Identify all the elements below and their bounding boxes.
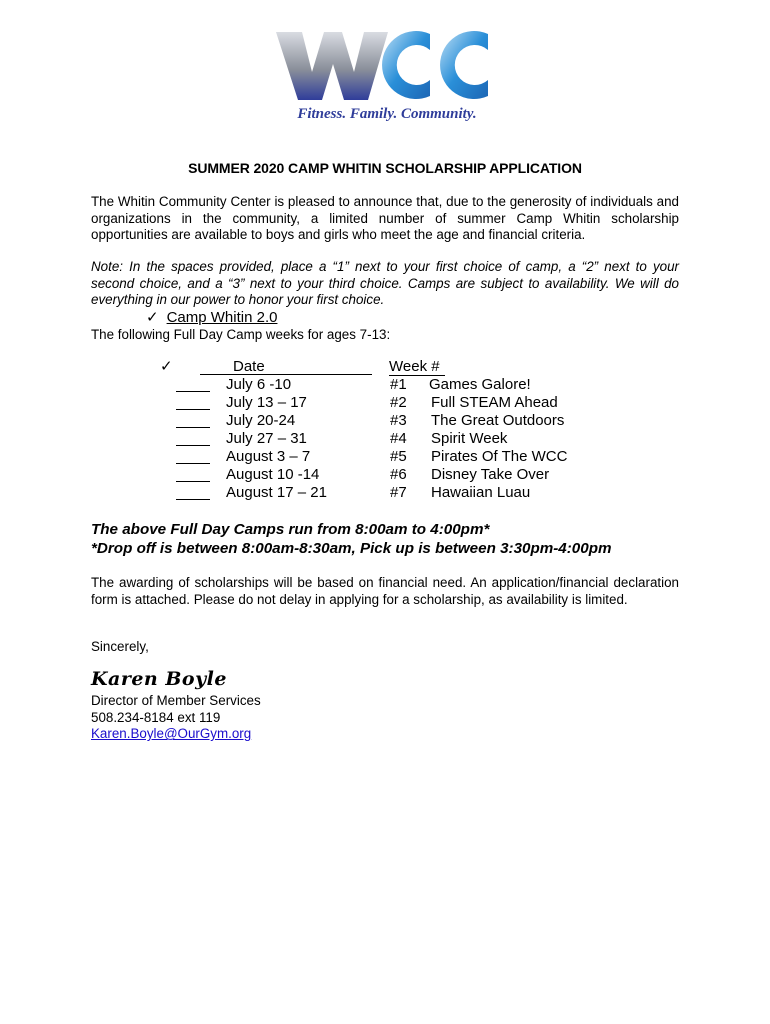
row-date: August 3 – 7	[226, 448, 311, 465]
camp-heading	[146, 308, 277, 326]
row-week: #1	[390, 376, 407, 393]
choice-blank[interactable]	[176, 391, 210, 392]
signer-title: Director of Member Services	[91, 693, 261, 708]
signature-block	[91, 693, 261, 743]
email-link[interactable]: Karen.Boyle@OurGym.org	[91, 726, 252, 742]
schedule-row	[160, 448, 620, 466]
row-theme: The Great Outdoors	[431, 412, 565, 429]
choice-blank[interactable]	[176, 463, 210, 464]
row-date: July 13 – 17	[226, 394, 307, 411]
check-icon: ✓	[160, 358, 173, 375]
row-date: July 6 -10	[226, 376, 292, 393]
row-theme: Full STEAM Ahead	[431, 394, 558, 411]
wcc-logo-graphic	[272, 24, 502, 104]
schedule-row	[160, 430, 620, 448]
camp-name: Camp Whitin 2.0	[166, 309, 278, 326]
schedule-row	[160, 412, 620, 430]
row-date: August 17 – 21	[226, 484, 327, 501]
row-theme: Games Galore!	[429, 376, 531, 393]
choice-blank[interactable]	[176, 499, 210, 500]
row-week: #4	[390, 430, 407, 447]
row-week: #2	[390, 394, 407, 411]
week-header: Week #	[389, 358, 445, 376]
schedule-row	[160, 394, 620, 412]
camp-hours	[91, 520, 611, 558]
schedule-row	[160, 484, 620, 502]
row-theme: Disney Take Over	[431, 466, 550, 483]
ages-line: The following Full Day Camp weeks for ages 7-13:	[91, 327, 391, 342]
row-theme: Pirates Of The WCC	[431, 448, 568, 465]
row-week: #6	[390, 466, 407, 483]
row-date: August 10 -14	[226, 466, 320, 483]
row-week: #3	[390, 412, 407, 429]
row-date: July 27 – 31	[226, 430, 307, 447]
hours-line: The above Full Day Camps run from 8:00am to 4:00pm*	[91, 521, 490, 538]
signature: Karen Boyle	[91, 668, 227, 690]
choice-blank[interactable]	[176, 481, 210, 482]
row-week: #7	[390, 484, 407, 501]
dropoff-line: *Drop off is between 8:00am-8:30am, Pick up is between 3:30pm-4:00pm	[91, 540, 612, 557]
choice-blank[interactable]	[176, 409, 210, 410]
schedule-row	[160, 376, 620, 394]
signer-phone: 508.234-8184 ext 119	[91, 709, 221, 725]
award-paragraph: The awarding of scholarships will be based on financial need. An application/financial declaration form is attached. Please do not delay in applying for a scholarship, as availability is limited.	[91, 575, 679, 607]
schedule-header	[160, 358, 620, 376]
choice-blank[interactable]	[176, 445, 210, 446]
choice-blank[interactable]	[176, 427, 210, 428]
logo-tagline: Fitness. Family. Community.	[297, 106, 477, 122]
closing: Sincerely,	[91, 639, 149, 654]
check-icon: ✓	[146, 309, 159, 326]
row-theme: Hawaiian Luau	[431, 484, 531, 501]
date-header: Date	[200, 358, 372, 375]
row-theme: Spirit Week	[431, 430, 508, 447]
note-paragraph: Note: In the spaces provided, place a “1” next to your first choice of camp, a “2” next to your second choice, and a “3” next to your third choice. Camps are subject to availability. We will do everything in our power to honor your first choice.	[91, 259, 679, 308]
schedule-table	[160, 358, 620, 502]
schedule-row	[160, 466, 620, 484]
row-date: July 20-24	[226, 412, 296, 429]
document-title: SUMMER 2020 CAMP WHITIN SCHOLARSHIP APPLICATION	[188, 160, 582, 176]
row-week: #5	[390, 448, 407, 465]
intro-paragraph: The Whitin Community Center is pleased to announce that, due to the generosity of individuals and organizations in the community, a limited number of summer Camp Whitin scholarship opportunities are available to boys and girls who meet the age and financial criteria.	[91, 194, 679, 243]
